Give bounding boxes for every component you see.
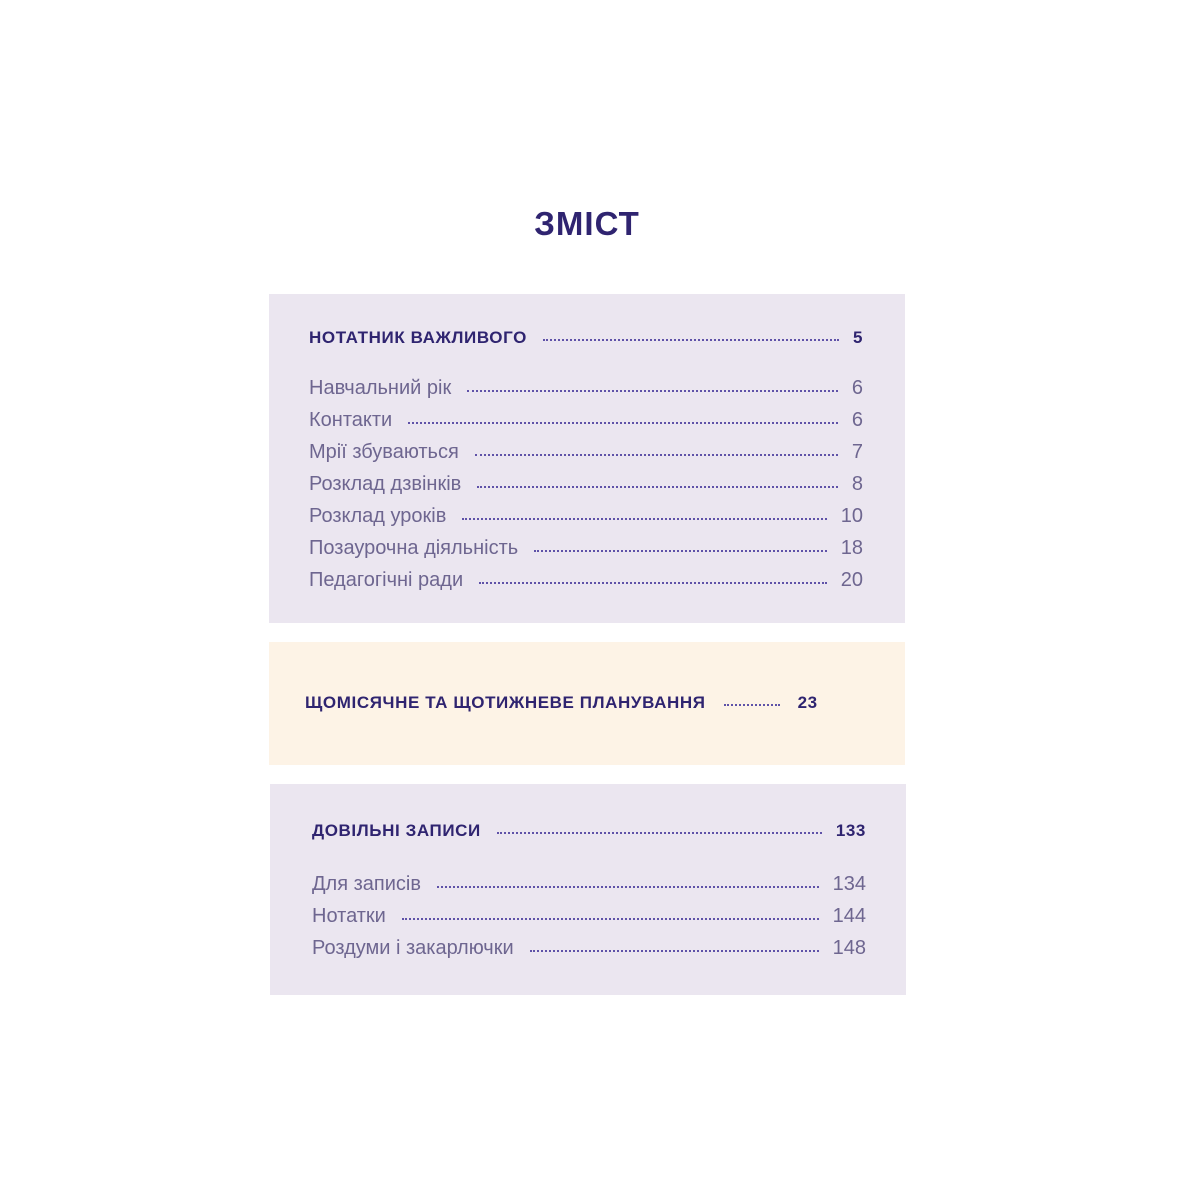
dot-leader [724,704,780,706]
dot-leader [543,339,839,341]
toc-entry-label: Нотатки [312,905,386,927]
toc-entry-page: 8 [851,473,863,495]
dot-leader [479,582,827,584]
dot-leader [475,454,838,456]
toc-entry-row[interactable] [309,505,863,528]
toc-heading-row[interactable] [305,693,867,713]
dot-leader [437,886,819,888]
toc-entry-page: 6 [851,409,863,431]
toc-entry-label: Для записів [312,873,421,895]
toc-entry-page: 20 [840,569,863,591]
toc-entry-page: 144 [832,905,866,927]
toc-entry-row[interactable] [309,473,863,496]
toc-entry-row[interactable] [309,377,863,400]
toc-heading-label: НОТАТНИК ВАЖЛИВОГО [309,328,527,347]
toc-section-important-notebook [269,294,905,623]
toc-heading-page: 23 [797,693,818,712]
toc-entry-row[interactable] [309,441,863,464]
toc-entry-row[interactable] [312,937,866,960]
toc-heading-label: ДОВІЛЬНІ ЗАПИСИ [312,821,481,840]
toc-entry-label: Педагогічні ради [309,569,464,591]
toc-entry-row[interactable] [309,537,863,560]
toc-heading-page: 133 [835,821,866,840]
toc-entry-page: 10 [840,505,863,527]
dot-leader [408,422,838,424]
toc-entry-label: Розклад уроків [309,505,447,527]
dot-leader [402,918,819,920]
toc-section-planning [269,642,905,765]
toc-entry-row[interactable] [309,569,863,592]
toc-entry-label: Роздуми і закарлючки [312,937,514,959]
toc-entry-label: Мрії збуваються [309,441,459,463]
toc-entry-row[interactable] [312,873,866,896]
dot-leader [477,486,838,488]
dot-leader [497,832,822,834]
toc-entry-row[interactable] [312,905,866,928]
toc-heading-label: ЩОМІСЯЧНЕ ТА ЩОТИЖНЕВЕ ПЛАНУВАННЯ [305,693,706,712]
dot-leader [530,950,819,952]
toc-entry-label: Розклад дзвінків [309,473,462,495]
toc-entry-page: 18 [840,537,863,559]
dot-leader [462,518,826,520]
toc-heading-row[interactable] [309,328,863,348]
toc-entry-label: Контакти [309,409,393,431]
toc-entry-row[interactable] [309,409,863,432]
toc-heading-row[interactable] [312,821,866,841]
toc-entry-label: Навчальний рік [309,377,452,399]
page-title: ЗМІСТ [534,205,640,242]
toc-entry-page: 7 [851,441,863,463]
toc-heading-page: 5 [852,328,863,347]
toc-entry-label: Позаурочна діяльність [309,537,519,559]
dot-leader [467,390,838,392]
toc-section-free-notes [270,784,906,995]
dot-leader [534,550,827,552]
toc-entry-page: 134 [832,873,866,895]
toc-entry-page: 6 [851,377,863,399]
toc-entry-page: 148 [832,937,866,959]
